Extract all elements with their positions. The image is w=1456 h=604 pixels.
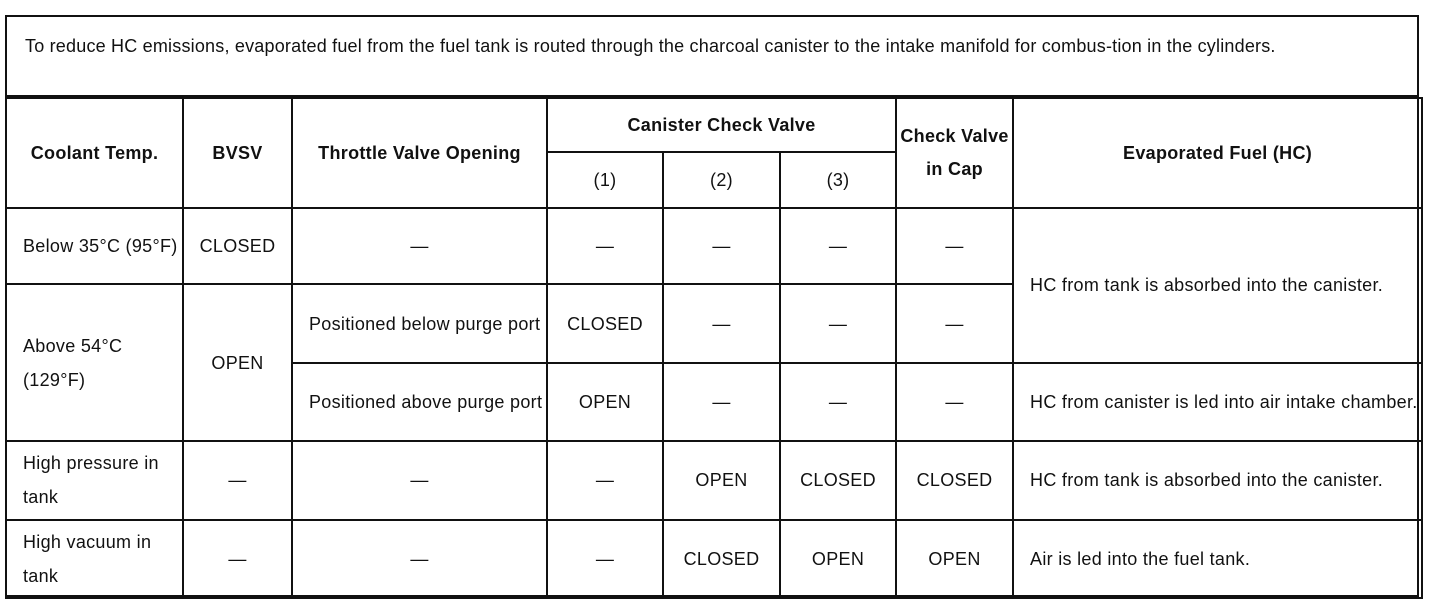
header-coolant-temp: Coolant Temp. xyxy=(6,98,183,208)
ccv3-cell: — xyxy=(780,208,896,284)
fuel-cell: HC from tank is absorbed into the canister. xyxy=(1013,441,1422,519)
bvsv-cell: — xyxy=(183,520,292,598)
ccv2-cell: OPEN xyxy=(663,441,780,519)
cap-cell: CLOSED xyxy=(896,441,1013,519)
bvsv-cell: OPEN xyxy=(183,284,292,441)
ccv2-cell: — xyxy=(663,363,780,441)
cap-cell: — xyxy=(896,284,1013,362)
bvsv-cell: CLOSED xyxy=(183,208,292,284)
coolant-cell: Above 54°C (129°F) xyxy=(6,284,183,441)
throttle-cell: — xyxy=(292,520,547,598)
table-row xyxy=(6,520,1422,598)
evap-operation-table xyxy=(5,97,1423,599)
ccv3-cell: OPEN xyxy=(780,520,896,598)
table-row xyxy=(6,208,1422,284)
cap-cell: OPEN xyxy=(896,520,1013,598)
coolant-cell: Below 35°C (95°F) xyxy=(6,208,183,284)
ccv2-cell: — xyxy=(663,208,780,284)
throttle-cell: — xyxy=(292,441,547,519)
throttle-cell: Positioned below purge port xyxy=(292,284,547,362)
header-ccv-3: (3) xyxy=(780,152,896,208)
fuel-cell: Air is led into the fuel tank. xyxy=(1013,520,1422,598)
ccv2-cell: CLOSED xyxy=(663,520,780,598)
cap-cell: — xyxy=(896,363,1013,441)
ccv1-cell: CLOSED xyxy=(547,284,663,362)
cap-cell: — xyxy=(896,208,1013,284)
ccv1-cell: — xyxy=(547,520,663,598)
ccv3-cell: — xyxy=(780,363,896,441)
coolant-cell: High vacuum in tank xyxy=(6,520,183,598)
throttle-cell: — xyxy=(292,208,547,284)
ccv3-cell: CLOSED xyxy=(780,441,896,519)
bvsv-cell: — xyxy=(183,441,292,519)
header-evaporated-fuel: Evaporated Fuel (HC) xyxy=(1013,98,1422,208)
throttle-cell: Positioned above purge port xyxy=(292,363,547,441)
table-row xyxy=(6,441,1422,519)
coolant-cell: High pressure in tank xyxy=(6,441,183,519)
header-canister-check-valve: Canister Check Valve xyxy=(547,98,896,152)
intro-text: To reduce HC emissions, evaporated fuel from the fuel tank is routed through the charcoal canister to the intake manifold for combus-tion in the cylinders. xyxy=(7,17,1417,97)
fuel-cell: HC from tank is absorbed into the canister. xyxy=(1013,208,1422,363)
ccv2-cell: — xyxy=(663,284,780,362)
fuel-cell: HC from canister is led into air intake chamber. xyxy=(1013,363,1422,441)
header-check-valve-cap: Check Valve in Cap xyxy=(896,98,1013,208)
header-bvsv: BVSV xyxy=(183,98,292,208)
ccv1-cell: OPEN xyxy=(547,363,663,441)
ccv1-cell: — xyxy=(547,208,663,284)
header-throttle-valve: Throttle Valve Opening xyxy=(292,98,547,208)
ccv1-cell: — xyxy=(547,441,663,519)
ccv3-cell: — xyxy=(780,284,896,362)
evap-system-table-frame xyxy=(5,15,1419,597)
header-ccv-1: (1) xyxy=(547,152,663,208)
header-ccv-2: (2) xyxy=(663,152,780,208)
